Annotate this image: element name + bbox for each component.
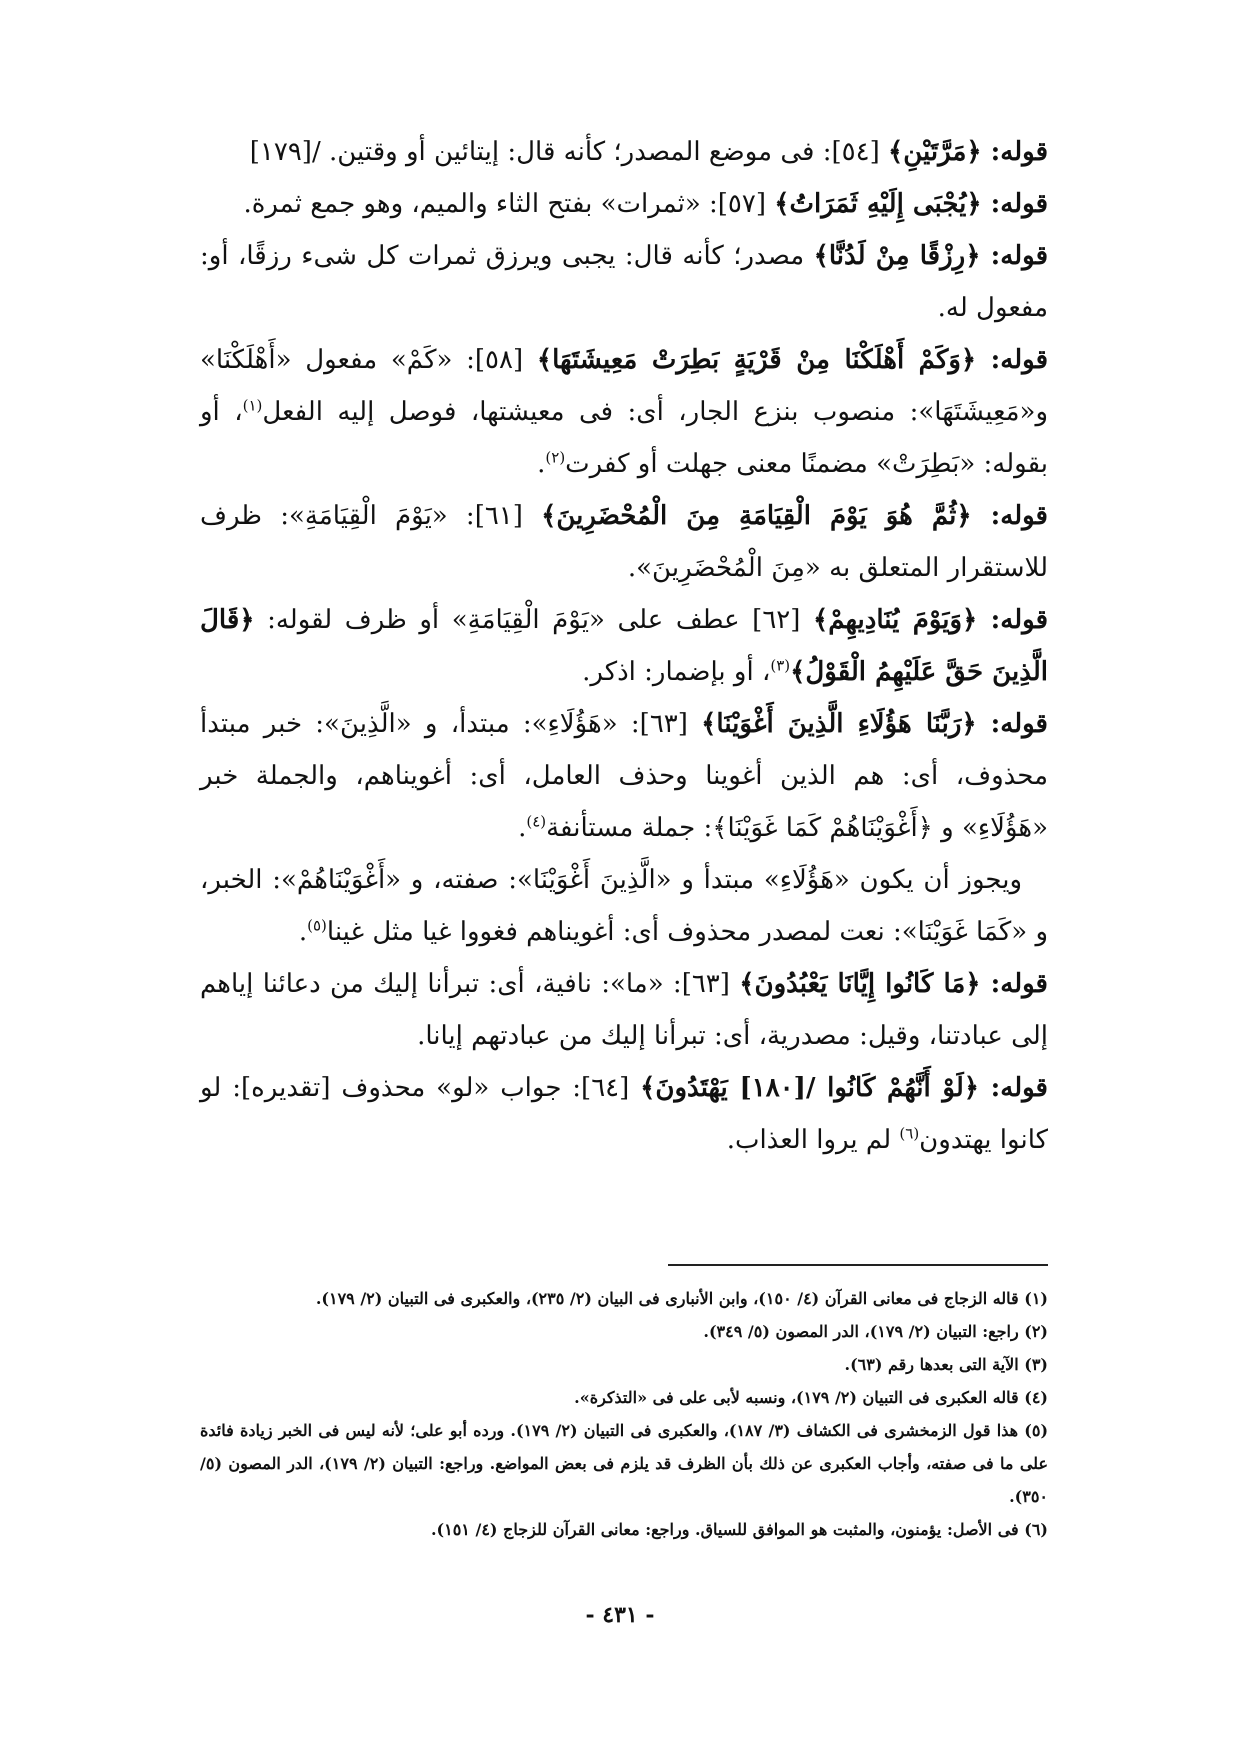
- quran-verse: ﴿وَيَوْمَ يُنَادِيهِمْ﴾: [813, 605, 978, 635]
- commentary-text: مصدر؛ كأنه قال: يجبى ويرزق ثمرات كل شىء رزقًا، أو: مفعول له.: [200, 241, 1048, 323]
- paragraph: [200, 490, 1048, 594]
- footnote-ref: (٦): [899, 1124, 920, 1143]
- paragraph: [200, 1062, 1048, 1166]
- commentary-text: ويجوز أن يكون «هَؤُلَاءِ» مبتدأ و «الَّذِينَ أَغْوَيْنَا»: صفته، و «أَغْوَيْنَاهُمْ»: الخبر، و «كَمَا غَوَيْنَا»: نعت لمصدر محذوف أى: أغويناهم فغووا غيا مثل غينا: [200, 865, 1048, 947]
- paragraph: [200, 698, 1048, 854]
- commentary-text: [٦٣]: «هَؤُلَاءِ»: مبتدأ، و «الَّذِينَ»: خبر مبتدأ محذوف، أى: هم الذين أغوينا وحذف العامل، أى: أغويناهم، والجملة خبر «هَؤُلَاءِ» و ﴿أَغْوَيْنَاهُمْ كَمَا غَوَيْنَا﴾: جملة مستأنفة: [200, 709, 1048, 843]
- footnote-divider: [668, 1264, 1048, 1266]
- commentary-text: [٥٨]: «كَمْ» مفعول «أَهْلَكْنَا» و«مَعِيشَتَهَا»: منصوب بنزع الجار، أى: فى معيشتها، فوصل إليه الفعل: [200, 345, 1048, 427]
- footnote: (٣) الآية التى بعدها رقم (٦٣).: [844, 1355, 1048, 1374]
- footnotes: [200, 1282, 1048, 1546]
- paragraph: [200, 230, 1048, 334]
- commentary-text: .: [518, 813, 527, 843]
- page-number: - ٤٣١ -: [585, 1602, 655, 1628]
- qawluhu-label: قوله:: [976, 709, 1048, 739]
- paragraph: [200, 178, 1048, 230]
- footnote-ref: (١): [242, 396, 263, 415]
- commentary-text: [٥٤]: فى موضع المصدر؛ كأنه قال: إيتائين أو وقتين. /[١٧٩]: [249, 137, 888, 167]
- paragraph: [200, 594, 1048, 698]
- footnote-ref: (٢): [545, 448, 566, 467]
- paragraph: [200, 126, 1048, 178]
- commentary-text: [٦٢] عطف على «يَوْمَ الْقِيَامَةِ» أو ظرف لقوله:: [254, 605, 814, 635]
- commentary-text: [٦٣]: «ما»: نافية، أى: تبرأنا إليك من دعائنا إياهم إلى عبادتنا، وقيل: مصدرية، أى: تبرأنا إليك من عبادتهم إيانا.: [200, 969, 1048, 1051]
- quran-verse: ﴿مَا كَانُوا إِيَّانَا يَعْبُدُونَ﴾: [739, 969, 981, 999]
- footnote-ref: (٣): [770, 656, 791, 675]
- qawluhu-label: قوله:: [980, 969, 1048, 999]
- footnote: (١) قاله الزجاج فى معانى القرآن (٤/ ١٥٠)، وابن الأنبارى فى البيان (٢/ ٢٣٥)، والعكبرى فى التبيان (٢/ ١٧٩).: [315, 1289, 1048, 1308]
- quran-verse: ﴿رَبَّنَا هَؤُلَاءِ الَّذِينَ أَغْوَيْنَا﴾: [701, 709, 977, 739]
- qawluhu-label: قوله:: [977, 605, 1048, 635]
- quran-verse: ﴿قَالَ الَّذِينَ حَقَّ عَلَيْهِمُ الْقَوْلُ﴾: [200, 605, 1048, 687]
- commentary-text: [٦٤]: جواب «لو» محذوف [تقديره]: لو كانوا يهتدون: [200, 1073, 1048, 1155]
- quran-verse: ﴿رِزْقًا مِنْ لَدُنَّا﴾: [813, 241, 981, 271]
- qawluhu-label: قوله:: [979, 1073, 1048, 1103]
- qawluhu-label: قوله:: [981, 137, 1048, 167]
- commentary-text: لم يروا العذاب.: [726, 1125, 900, 1155]
- qawluhu-label: قوله:: [980, 241, 1048, 271]
- commentary-text: ، أو بإضمار: اذكر.: [582, 657, 771, 687]
- footnote-ref: (٤): [526, 812, 547, 831]
- paragraph: [200, 334, 1048, 490]
- quran-verse: ﴿يُجْبَى إِلَيْهِ ثَمَرَاتُ﴾: [774, 189, 982, 219]
- commentary-text: [٥٧]: «ثمرات» بفتح الثاء والميم، وهو جمع ثمرة.: [243, 189, 775, 219]
- commentary-text: .: [537, 449, 546, 479]
- paragraph: [200, 854, 1048, 958]
- footnote: (٥) هذا قول الزمخشرى فى الكشاف (٣/ ١٨٧)، والعكبرى فى التبيان (٢/ ١٧٩). ورده أبو على؛ لأنه ليس فى الخبر زيادة فائدة على ما فى صفته، وأجاب العكبرى عن ذلك بأن الظرف قد يلزم فى بعض المواضع. وراجع: التبيان (٢/ ١٧٩)، الدر المصون (٥/ ٣٥٠).: [200, 1421, 1049, 1506]
- main-text: [200, 126, 1048, 1166]
- paragraph: [200, 958, 1048, 1062]
- qawluhu-label: قوله:: [981, 189, 1048, 219]
- quran-verse: ﴿وَكَمْ أَهْلَكْنَا مِنْ قَرْيَةٍ بَطِرَتْ مَعِيشَتَهَا﴾: [536, 345, 977, 375]
- quran-verse: ﴿ثُمَّ هُوَ يَوْمَ الْقِيَامَةِ مِنَ الْمُحْضَرِينَ﴾: [541, 501, 972, 531]
- qawluhu-label: قوله:: [971, 501, 1048, 531]
- commentary-text: .: [298, 917, 308, 947]
- commentary-text: [٦١]: «يَوْمَ الْقِيَامَةِ»: ظرف للاستقرار المتعلق به «مِنَ الْمُحْضَرِينَ».: [200, 501, 1048, 583]
- quran-verse: ﴿لَوْ أَنَّهُمْ كَانُوا /[١٨٠] يَهْتَدُونَ﴾: [640, 1073, 979, 1103]
- footnote: (٤) قاله العكبرى فى التبيان (٢/ ١٧٩)، ونسبه لأبى على فى «التذكرة».: [574, 1388, 1048, 1407]
- footnote: (٢) راجع: التبيان (٢/ ١٧٩)، الدر المصون (٥/ ٣٤٩).: [703, 1322, 1048, 1341]
- footnote: (٦) فى الأصل: يؤمنون، والمثبت هو الموافق للسياق. وراجع: معانى القرآن للزجاج (٤/ ١٥١).: [430, 1520, 1048, 1539]
- quran-verse: ﴿مَرَّتَيْنِ﴾: [888, 137, 982, 167]
- footnote-ref: (٥): [307, 916, 327, 935]
- commentary-text: ، أو بقوله: «بَطِرَتْ» مضمنًا معنى جهلت أو كفرت: [200, 397, 1048, 479]
- qawluhu-label: قوله:: [976, 345, 1048, 375]
